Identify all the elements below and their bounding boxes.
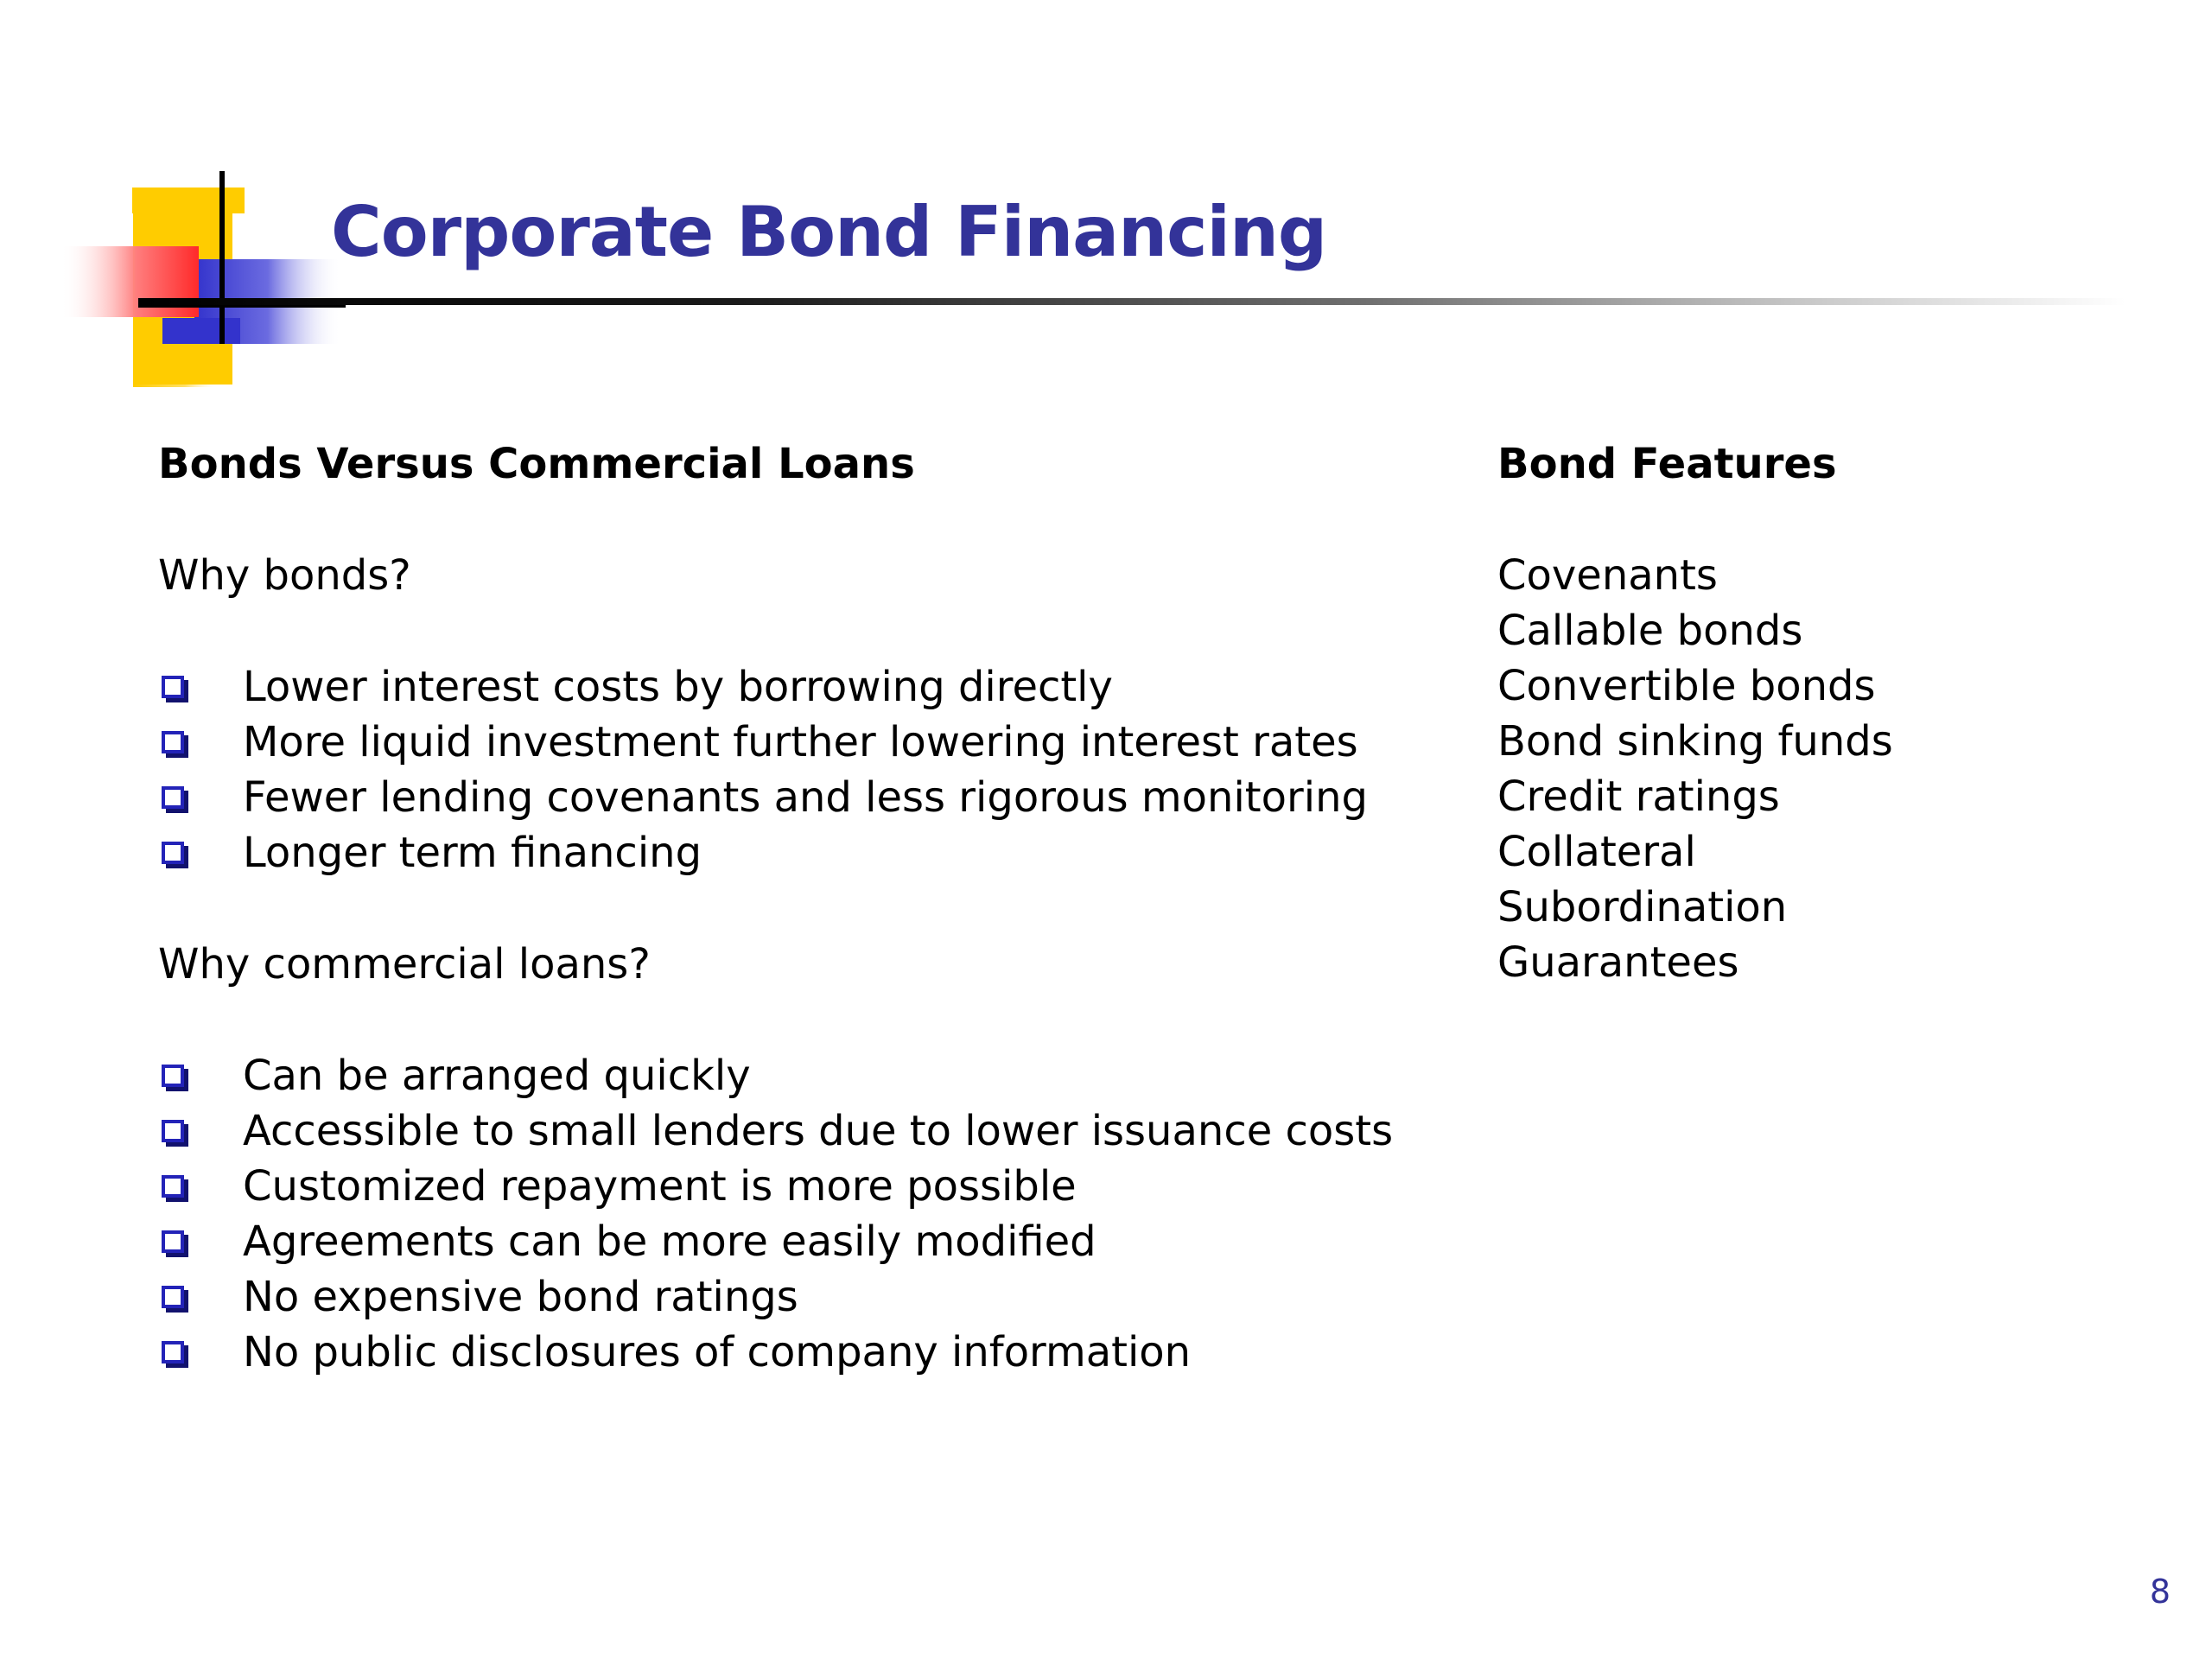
list-item-text: Accessible to small lenders due to lower issuance costs: [243, 1107, 1394, 1155]
hollow-square-bullet-icon: [162, 1341, 184, 1363]
list-item: Bond sinking funds: [1497, 717, 1893, 766]
hollow-square-bullet-icon: [162, 1120, 184, 1142]
title-underline-rule: [138, 298, 2126, 305]
list-item: [158, 1048, 1420, 1103]
hollow-square-bullet-icon: [162, 786, 184, 809]
why-bonds-question: Why bonds?: [158, 551, 411, 600]
list-item-text: No expensive bond ratings: [243, 1273, 798, 1321]
list-item: [158, 715, 1420, 770]
list-item: [158, 659, 1420, 715]
bonds-vs-loans-heading: Bonds Versus Commercial Loans: [158, 440, 915, 488]
list-item-text: Can be arranged quickly: [243, 1052, 751, 1100]
list-item: [158, 1325, 1420, 1380]
list-item: Collateral: [1497, 828, 1696, 876]
list-item: [158, 825, 1420, 880]
list-item-text: More liquid investment further lowering interest rates: [243, 718, 1358, 766]
list-item: [158, 1214, 1420, 1269]
bond-features-list: [1497, 548, 2154, 990]
list-item-text: Lower interest costs by borrowing directly: [243, 663, 1113, 711]
decorative-squares-logo-icon: [0, 0, 363, 397]
list-item: Callable bonds: [1497, 607, 1803, 655]
slide-title: Corporate Bond Financing: [331, 192, 1327, 272]
list-item: Convertible bonds: [1497, 662, 1876, 710]
page-number: 8: [2149, 1573, 2171, 1611]
bonds-reasons-list: [158, 659, 1420, 880]
list-item: Guarantees: [1497, 938, 1739, 987]
list-item: [158, 1159, 1420, 1214]
bond-features-heading: Bond Features: [1497, 440, 1837, 488]
list-item-text: Customized repayment is more possible: [243, 1162, 1077, 1211]
list-item-text: Agreements can be more easily modified: [243, 1217, 1096, 1266]
hollow-square-bullet-icon: [162, 731, 184, 753]
list-item: [158, 1269, 1420, 1325]
list-item: Subordination: [1497, 883, 1788, 931]
bonds-vs-loans-column: [158, 436, 1420, 1380]
bond-features-column: [1497, 436, 2154, 990]
hollow-square-bullet-icon: [162, 1230, 184, 1253]
why-loans-question: Why commercial loans?: [158, 940, 651, 988]
list-item: [158, 1103, 1420, 1159]
hollow-square-bullet-icon: [162, 842, 184, 864]
list-item-text: Fewer lending covenants and less rigorous monitoring: [243, 773, 1368, 822]
hollow-square-bullet-icon: [162, 1286, 184, 1308]
list-item: Covenants: [1497, 551, 1718, 600]
list-item-text: No public disclosures of company information: [243, 1328, 1192, 1376]
list-item: [158, 770, 1420, 825]
loans-reasons-list: [158, 1048, 1420, 1380]
hollow-square-bullet-icon: [162, 676, 184, 698]
hollow-square-bullet-icon: [162, 1065, 184, 1087]
list-item-text: Longer term financing: [243, 829, 702, 877]
hollow-square-bullet-icon: [162, 1175, 184, 1198]
list-item: Credit ratings: [1497, 772, 1780, 821]
